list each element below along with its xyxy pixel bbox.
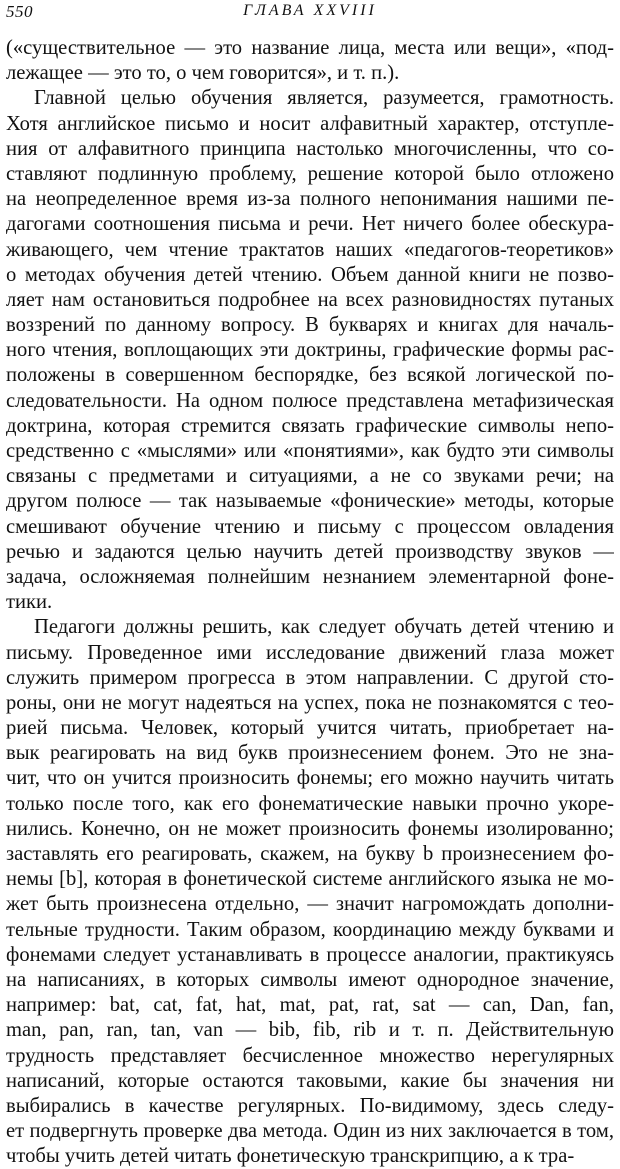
text-line: нились. Конечно, он не может произносить фонемы изолированно; — [6, 817, 614, 840]
text-line: ния от алфавитного принципа настолько многочисленны, что со- — [6, 137, 614, 160]
text-line: Главной целью обучения является, разумеется, грамотность. — [34, 87, 614, 110]
text-line: следовательности. На одном полюсе представлена метафизическая — [6, 389, 614, 412]
text-line: тики. — [6, 591, 53, 614]
text-line: средственно с «мыслями» или «понятиями», как будто эти символы — [6, 440, 614, 462]
text-line: роны, они не могут надеяться на успех, пока не познакомятся с тео- — [6, 691, 614, 714]
text-line: немы [b], которая в фонетической системе английского языка не мо- — [6, 868, 614, 891]
paragraph — [6, 36, 614, 86]
text-line: написаний, которые остаются таковыми, какие бы значения ни — [6, 1069, 614, 1092]
chapter-title: ГЛАВА XXVIII — [243, 2, 377, 19]
text-line: выбирались в качестве регулярных. По-видимому, здесь следу- — [6, 1094, 614, 1117]
text-line: на написаниях, в которых символы имеют однородное значение, — [6, 968, 614, 991]
text-line: связаны с предметами и ситуациями, а не со звуками речи; на — [6, 465, 614, 488]
text-line: о методах обучения детей чтению. Объем данной книги не позво- — [6, 263, 614, 286]
text-line: ставляют подлинную проблему, решение которой было отложено — [6, 162, 614, 185]
text-line: только после того, как его фонематические навыки прочно укоре- — [6, 792, 614, 815]
text-line: Педагоги должны решить, как следует обучать детей чтению и — [34, 616, 614, 639]
text-line: трудность представляет бесчисленное множество нерегулярных — [6, 1044, 614, 1067]
text-line: ного чтения, воплощающих эти доктрины, графические формы рас- — [6, 339, 614, 362]
text-line: чит, что он учится произносить фонемы; его можно научить читать — [6, 767, 614, 790]
text-line: («существительное — это название лица, места или вещи», «под- — [6, 37, 614, 59]
body-text — [6, 36, 614, 1169]
text-line: лежащее — это то, о чем говорится», и т. п.). — [6, 62, 400, 85]
text-line: на неопределенное время из-за полного непонимания нашими пе- — [6, 188, 614, 211]
text-line: служить примером прогресса в этом направлении. С другой сто- — [6, 666, 614, 689]
text-line: дагогами соотношения письма и речи. Нет ничего более обескура- — [6, 213, 614, 236]
text-line: рией письма. Человек, который учится читать, приобретает на- — [6, 717, 614, 740]
text-line: смешивают обучение чтению и письму с процессом овладения — [6, 515, 614, 538]
text-line: другом полюсе — так называемые «фонические» методы, которые — [6, 490, 614, 513]
text-line: Хотя английское письмо и носит алфавитный характер, отступле- — [6, 112, 614, 135]
text-line: например: bat, cat, fat, hat, mat, pat, rat, sat — can, Dan, fan, — [6, 994, 614, 1017]
text-line: положены в совершенном беспорядке, без всякой логической по- — [6, 364, 614, 387]
text-line: ляет нам остановиться подробнее на всех разновидностях путаных — [6, 288, 614, 311]
paragraph — [6, 615, 614, 1169]
text-line: доктрина, которая стремится связать графические символы непо- — [6, 414, 614, 437]
text-line: заставлять его реагировать, скажем, на букву b произнесением фо- — [6, 843, 614, 865]
text-line: ет подвергнуть проверке два метода. Один из них заключается в том, — [6, 1120, 614, 1143]
text-line: задача, осложняемая полнейшим незнанием элементарной фоне- — [6, 565, 614, 588]
page-number: 550 — [6, 2, 33, 21]
text-line: чтобы учить детей читать фонетическую транскрипцию, а к тра- — [6, 1145, 575, 1168]
text-line: живающего, чем чтение трактатов наших «педагогов-теоретиков» — [6, 238, 614, 261]
running-header — [6, 2, 614, 28]
text-line: жет быть произнесена отдельно, — значит нагромождать дополни- — [6, 893, 614, 916]
text-line: письму. Проведенное ими исследование движений глаза может — [6, 641, 614, 664]
text-line: фонемами следует устанавливать в процессе аналогии, практикуясь — [6, 943, 614, 966]
text-line: тельные трудности. Таким образом, координацию между буквами и — [6, 918, 614, 941]
text-line: воззрений по данному вопросу. В букварях и книгах для началь- — [6, 314, 614, 337]
text-line: речью и задаются целью научить детей производству звуков — — [6, 540, 614, 563]
text-line: man, pan, ran, tan, van — bib, fib, rib и т. п. Действительную — [6, 1019, 614, 1042]
text-line: вык реагировать на вид букв произнесением фонем. Это не зна- — [6, 742, 614, 765]
paragraph — [6, 86, 614, 615]
